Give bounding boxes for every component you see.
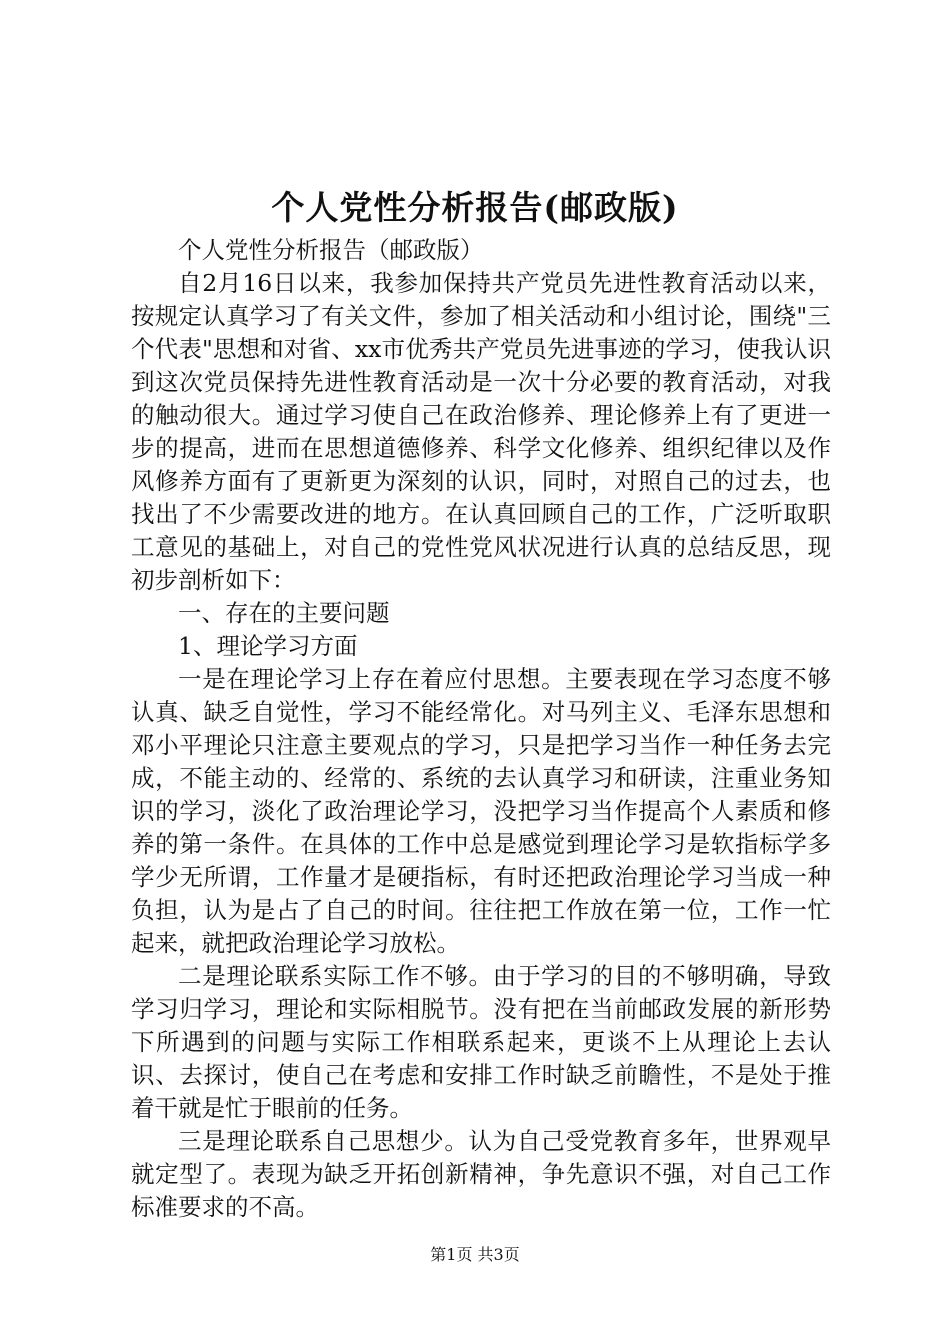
- body-paragraph: 一是在理论学习上存在着应付思想。主要表现在学习态度不够认真、缺乏自觉性，学习不能经常化。对马列主义、毛泽东思想和邓小平理论只注意主要观点的学习，只是把学习当作一种任务去完成，不能主动的、经常的、系统的去认真学习和研读，注重业务知识的学习，淡化了政治理论学习，没把学习当作提高个人素质和修养的第一条件。在具体的工作中总是感觉到理论学习是软指标学多学少无所谓，工作量才是硬指标，有时还把政治理论学习当成一种负担，认为是占了自己的时间。往往把工作放在第一位，工作一忙起来，就把政治理论学习放松。: [131, 665, 831, 957]
- body-paragraph: 二是理论联系实际工作不够。由于学习的目的不够明确，导致学习归学习，理论和实际相脱节。没有把在当前邮政发展的新形势下所遇到的问题与实际工作相联系起来，更谈不上从理论上去认识、去探讨，使自己在考虑和安排工作时缺乏前瞻性，不是处于推着干就是忙于眼前的任务。: [131, 962, 831, 1122]
- document-title: 个人党性分析报告(邮政版): [271, 188, 679, 227]
- page-number-footer: 第1页 共3页: [430, 1245, 520, 1264]
- subtitle-paragraph: 个人党性分析报告（邮政版）: [178, 236, 484, 264]
- intro-paragraph: 自2月16日以来，我参加保持共产党员先进性教育活动以来，按规定认真学习了有关文件，参加了相关活动和小组讨论，围绕"三个代表"思想和对省、xx市优秀共产党员先进事迹的学习，使我认识到这次党员保持先进性教育活动是一次十分必要的教育活动，对我的触动很大。通过学习使自己在政治修养、理论修养上有了更进一步的提高，进而在思想道德修养、科学文化修养、组织纪律以及作风修养方面有了更新更为深刻的认识，同时，对照自己的过去，也找出了不少需要改进的地方。在认真回顾自己的工作，广泛听取职工意见的基础上，对自己的党性党风状况进行认真的总结反思，现初步剖析如下：: [131, 269, 831, 594]
- section-heading: 一、存在的主要问题: [178, 599, 390, 627]
- subsection-heading: 1、理论学习方面: [178, 632, 358, 660]
- document-body: [131, 234, 831, 1224]
- body-paragraph: 三是理论联系自己思想少。认为自己受党教育多年，世界观早就定型了。表现为缺乏开拓创新精神，争先意识不强，对自己工作标准要求的不高。: [131, 1127, 831, 1221]
